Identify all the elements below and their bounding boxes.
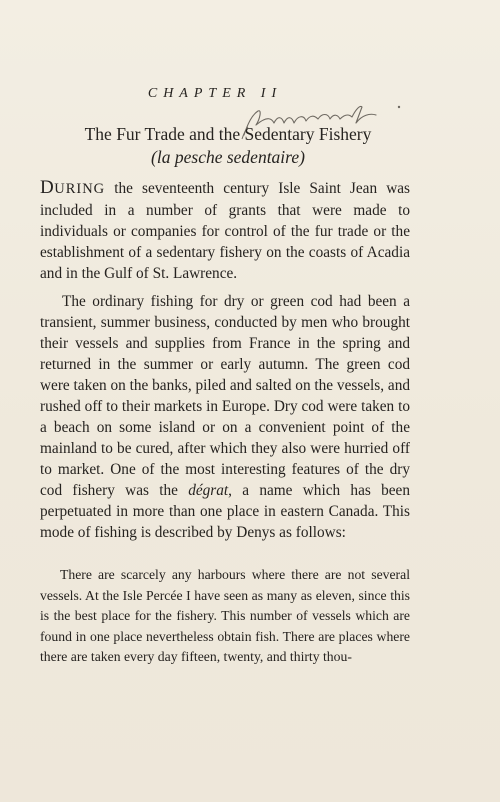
- chapter-title: The Fur Trade and the Sedentary Fishery: [84, 124, 372, 144]
- opening-word-smallcaps: URING: [54, 181, 106, 197]
- drop-cap: D: [40, 177, 55, 198]
- paragraph-2-text-before: The ordinary fishing for dry or green cod had been a transient, summer business, conducted by men who brought their vessels and supplies from France in the spring and returned in the summer or early autumn. The green cod were taken on the banks, piled and salted on the vessels, and rushed off to their markets in Europe. Dry cod were taken to a beach on some island or on a convenient point of the mainland to be cured, after which they also were hurried off to market. One of the most interesting features of the dry cod fishery was the: [40, 293, 410, 499]
- chapter-subtitle: (la pesche sedentaire): [151, 147, 305, 167]
- paragraph-2: [40, 291, 410, 543]
- emphasis-degrat: dégrat: [188, 482, 229, 499]
- body-text: [40, 177, 410, 543]
- paragraph-1: [40, 177, 410, 284]
- paragraph-1-text: the seventeenth century Isle Saint Jean was included in a number of grants that were made to individuals or companies for control of the fur trade or the establishment of a sedentary fishery on the coasts of Acadia and in the Gulf of St. Lawrence.: [40, 180, 410, 282]
- paragraph-2-text-after: , a name which has been perpetuated in more than one place in eastern Canada. This mode of fishing is described by Denys as follows:: [40, 482, 410, 541]
- chapter-heading: CHAPTER II: [147, 86, 283, 101]
- block-quote: There are scarcely any harbours where there are not several vessels. At the Isle Percée I have seen as many as eleven, since this is the best place for the fishery. This number of vessels which are found in one place nevertheless obtain fish. There are places where there are taken every day fifteen, twenty, and thirty thou-: [40, 567, 410, 664]
